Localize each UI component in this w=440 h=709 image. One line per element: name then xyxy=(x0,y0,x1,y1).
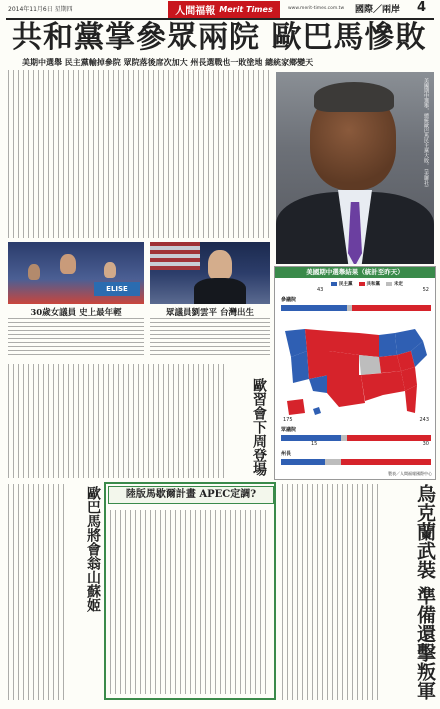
logo-english: Merit Times xyxy=(219,5,273,14)
governor-dem-count: 15 xyxy=(311,441,318,447)
legend-rep-label: 共和黨 xyxy=(366,282,380,287)
governor-undecided-bar xyxy=(325,459,341,465)
sub-headline: 美期中選舉 民主黨輸掉參院 眾院落後席次加大 州長選戰也一敗塗地 總統家鄉變天 xyxy=(22,57,314,67)
states-east xyxy=(379,329,427,413)
newspaper-logo xyxy=(168,1,280,18)
chart-credit: 製表／人間福報國際中心 xyxy=(388,471,432,476)
photo-caption-right: 眾議員劉雲平 台灣出生 xyxy=(166,308,254,318)
governor-dem-bar xyxy=(281,459,325,465)
article-body-top-left xyxy=(8,70,272,238)
legend-rep xyxy=(359,281,381,287)
senate-dem-count: 43 xyxy=(317,287,324,293)
states-central xyxy=(327,331,383,407)
states-west xyxy=(285,329,329,393)
portrait-hair xyxy=(314,82,394,112)
obama-portrait-photo xyxy=(276,72,434,264)
legend-dem-label: 民主黨 xyxy=(339,282,353,287)
house-row xyxy=(281,417,431,435)
chart-title: 美國期中選舉結果（統計至昨天） xyxy=(275,267,435,278)
state-shape xyxy=(327,375,365,407)
senate-label: 參議院 xyxy=(281,297,297,303)
photo-person xyxy=(60,254,76,274)
apec-headline: 陸版馬歇爾計畫 APEC定調? xyxy=(108,486,274,504)
state-shape xyxy=(361,373,383,401)
vertical-headline-ukraine: 烏克蘭武裝 準備還擊叛軍 xyxy=(414,484,436,700)
house-rep-count: 243 xyxy=(419,417,429,423)
article-body-bottom-left xyxy=(8,484,66,700)
article-body-middle-left xyxy=(8,364,228,478)
legend-dem xyxy=(331,281,353,287)
state-shape xyxy=(359,333,379,357)
section-label: 國際／兩岸 xyxy=(354,5,400,15)
vertical-headline-suu-kyi: 歐巴馬將會翁山蘇姬 xyxy=(85,486,101,612)
governor-rep-count: 30 xyxy=(422,441,429,447)
photo-person xyxy=(104,262,116,278)
photo-caption-left: 30歲女議員 史上最年輕 xyxy=(30,308,122,318)
governor-row xyxy=(281,441,431,459)
us-election-map xyxy=(283,321,429,419)
state-shape xyxy=(313,407,321,415)
state-shape xyxy=(329,351,359,375)
senate-row xyxy=(281,287,431,305)
elise-campaign-sign: ELISE xyxy=(94,282,140,296)
logo-chinese: 人間福報 xyxy=(175,6,216,17)
main-headline: 共和黨掌參眾兩院 歐巴馬慘敗 xyxy=(12,20,427,55)
governor-rep-bar xyxy=(341,459,431,465)
house-rep-bar xyxy=(347,435,431,441)
issue-date: 2014年11月6日 星期四 xyxy=(8,6,73,13)
house-label: 眾議院 xyxy=(281,427,297,433)
portrait-caption: 美國期中選舉，總統歐巴馬民主黨大敗。（美聯社） xyxy=(423,78,429,191)
website-url: www.merit-times.com.tw xyxy=(288,6,345,11)
us-flag xyxy=(150,242,200,270)
house-dem-count: 175 xyxy=(283,417,293,423)
governor-label: 州長 xyxy=(281,451,292,457)
state-shape xyxy=(307,351,329,379)
photo-person xyxy=(208,250,232,280)
photo-person xyxy=(28,264,40,280)
page-number: 4 xyxy=(416,0,426,15)
congresswoman-photo xyxy=(8,242,144,304)
state-shape xyxy=(359,355,381,375)
photo-caption-body-left xyxy=(8,318,144,358)
apec-article-body xyxy=(110,510,270,694)
article-body-bottom-right xyxy=(282,484,382,700)
ted-lieu-photo xyxy=(150,242,270,304)
photo-suit xyxy=(194,278,246,304)
state-shape xyxy=(329,331,359,355)
senate-bar xyxy=(281,305,431,311)
legend-undecided-label: 未定 xyxy=(394,282,403,287)
photo-caption-body-right xyxy=(150,318,270,358)
state-shape xyxy=(379,333,397,357)
senate-dem-bar xyxy=(281,305,347,311)
chart-legend xyxy=(331,281,403,287)
election-results-chart xyxy=(274,266,436,480)
vertical-headline-xi-meeting: 歐習會下周登場 xyxy=(251,378,267,476)
house-bar xyxy=(281,435,431,441)
legend-undecided xyxy=(386,281,403,287)
state-shape xyxy=(305,329,329,351)
senate-rep-count: 52 xyxy=(422,287,429,293)
state-shape xyxy=(287,399,305,415)
senate-rep-bar xyxy=(352,305,431,311)
state-shape xyxy=(383,371,405,395)
governor-bar xyxy=(281,459,431,465)
